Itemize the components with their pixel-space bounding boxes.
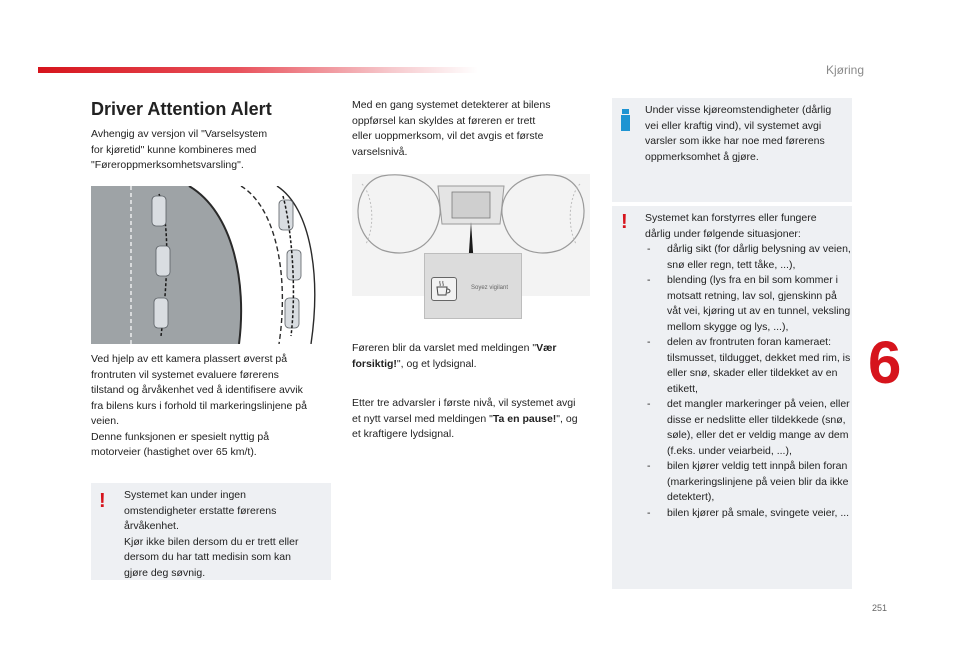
intro-line: dårlig under følgende situasjoner:: [645, 227, 801, 240]
first-warning-paragraph: [352, 341, 584, 372]
warning-line: årvåkenhet.: [124, 520, 179, 532]
body-line: veien.: [91, 415, 120, 427]
warning-box-attention: [91, 483, 331, 580]
info-line: oppmerksomhet å gjøre.: [645, 150, 759, 163]
intro-line: for kjøretid" kunne kombineres med: [91, 143, 257, 156]
description-paragraph: [91, 352, 336, 461]
alert-display-screen: [424, 253, 522, 319]
list-item: - delen av frontruten foran kameraet: tilsmusset, tildugget, dekket med rim, is eller snø, skader eller tildekket av en etikett,: [645, 335, 852, 397]
info-icon: [621, 115, 630, 131]
header-accent-bar: [38, 67, 478, 73]
p3-message: Ta en pause!: [492, 412, 557, 425]
info-text: [645, 103, 852, 165]
p3-suffix: ", og et kraftigere lydsignal.: [352, 412, 578, 440]
body-line: motorveier (hastighet over 65 km/t).: [91, 446, 257, 458]
p2-prefix: Føreren blir da varslet med meldingen ": [352, 342, 537, 354]
p1-line: oppførsel kan skyldes at føreren er trett: [352, 114, 536, 127]
list-item: - bilen kjører på smale, svingete veier, ...: [645, 506, 852, 522]
detection-paragraph: [352, 98, 592, 160]
page-title: Driver Attention Alert: [91, 99, 272, 119]
alert-screen-label: Soyez vigilant: [471, 285, 509, 291]
warning-exclamation-icon: !: [99, 490, 106, 512]
p1-line: varselsnivå.: [352, 145, 408, 158]
body-line: frontruten vil systemet evaluere førerens: [91, 368, 279, 381]
warning-exclamation-icon: !: [621, 211, 628, 233]
body-line: fra bilens kurs i forhold til markeringslinjene på: [91, 399, 307, 412]
p3-prefix: Etter tre advarsler i første nivå, vil systemet avgi et nytt varsel med meldingen ": [352, 397, 576, 425]
page-number: 251: [871, 603, 887, 613]
coffee-cup-icon-graphic: [432, 278, 456, 300]
body-line: tilstand og årvåkenhet ved å identifisere avvik: [91, 384, 303, 396]
list-item: - bilen kjører veldig tett innpå bilen foran (markeringslinjene på veien blir da ikke detektert),: [645, 459, 852, 506]
warning-line: dersom du har tatt medisin som kan: [124, 551, 291, 563]
lane-drift-illustration: [91, 186, 331, 344]
list-item: - det mangler markeringer på veien, eller disse er nedslitte eller tildekkede (snø, søle), eller det er veldig mange av dem (f.eks. under veiarbeid, ...),: [645, 397, 852, 459]
warning-box-limitations: [612, 206, 852, 589]
second-warning-paragraph: [352, 396, 584, 443]
coffee-cup-icon: [431, 277, 457, 301]
intro-line: Systemet kan forstyrres eller fungere: [645, 212, 817, 224]
p1-line: Med en gang systemet detekterer at bilens: [352, 99, 551, 111]
p1-line: eller uoppmerksom, vil det avgis et første: [352, 130, 544, 142]
limitations-list: [645, 242, 852, 521]
warning-text: [124, 488, 329, 581]
limitations-intro: [645, 211, 850, 242]
intro-line: "Føreroppmerksomhetsvarsling".: [91, 159, 244, 171]
info-box: [612, 98, 852, 202]
p2-suffix: ", og et lydsignal.: [396, 357, 477, 370]
body-line: Denne funksjonen er spesielt nyttig på: [91, 430, 270, 443]
list-item: - blending (lys fra en bil som kommer i motsatt retning, lav sol, gjenskinn på våt vei, kjøring ut av en tunnel, veksling mellom skygge og lys, ...),: [645, 273, 852, 335]
warning-line: gjøre deg søvnig.: [124, 566, 206, 579]
list-item: - dårlig sikt (for dårlig belysning av veien, snø eller regn, tett tåke, ...),: [645, 242, 852, 273]
intro-line: Avhengig av versjon vil "Varselsystem: [91, 128, 268, 140]
warning-line: Kjør ikke bilen dersom du er trett eller: [124, 535, 299, 548]
info-line: Under visse kjøreomstendigheter (dårlig: [645, 104, 832, 116]
chapter-number: 6: [868, 329, 902, 396]
warning-line: omstendigheter erstatte førerens: [124, 504, 277, 517]
info-line: varsler som ikke har noe med førerens: [645, 135, 825, 147]
info-line: vei eller kraftig vind), vil systemet avgi: [645, 119, 822, 132]
section-label: Kjøring: [825, 63, 864, 77]
intro-paragraph: [91, 127, 331, 174]
lane-drift-graphic: [91, 186, 331, 344]
warning-line: Systemet kan under ingen: [124, 489, 246, 501]
p2-message: Vær forsiktig!: [352, 342, 557, 370]
body-line: Ved hjelp av ett kamera plassert øverst på: [91, 353, 288, 365]
